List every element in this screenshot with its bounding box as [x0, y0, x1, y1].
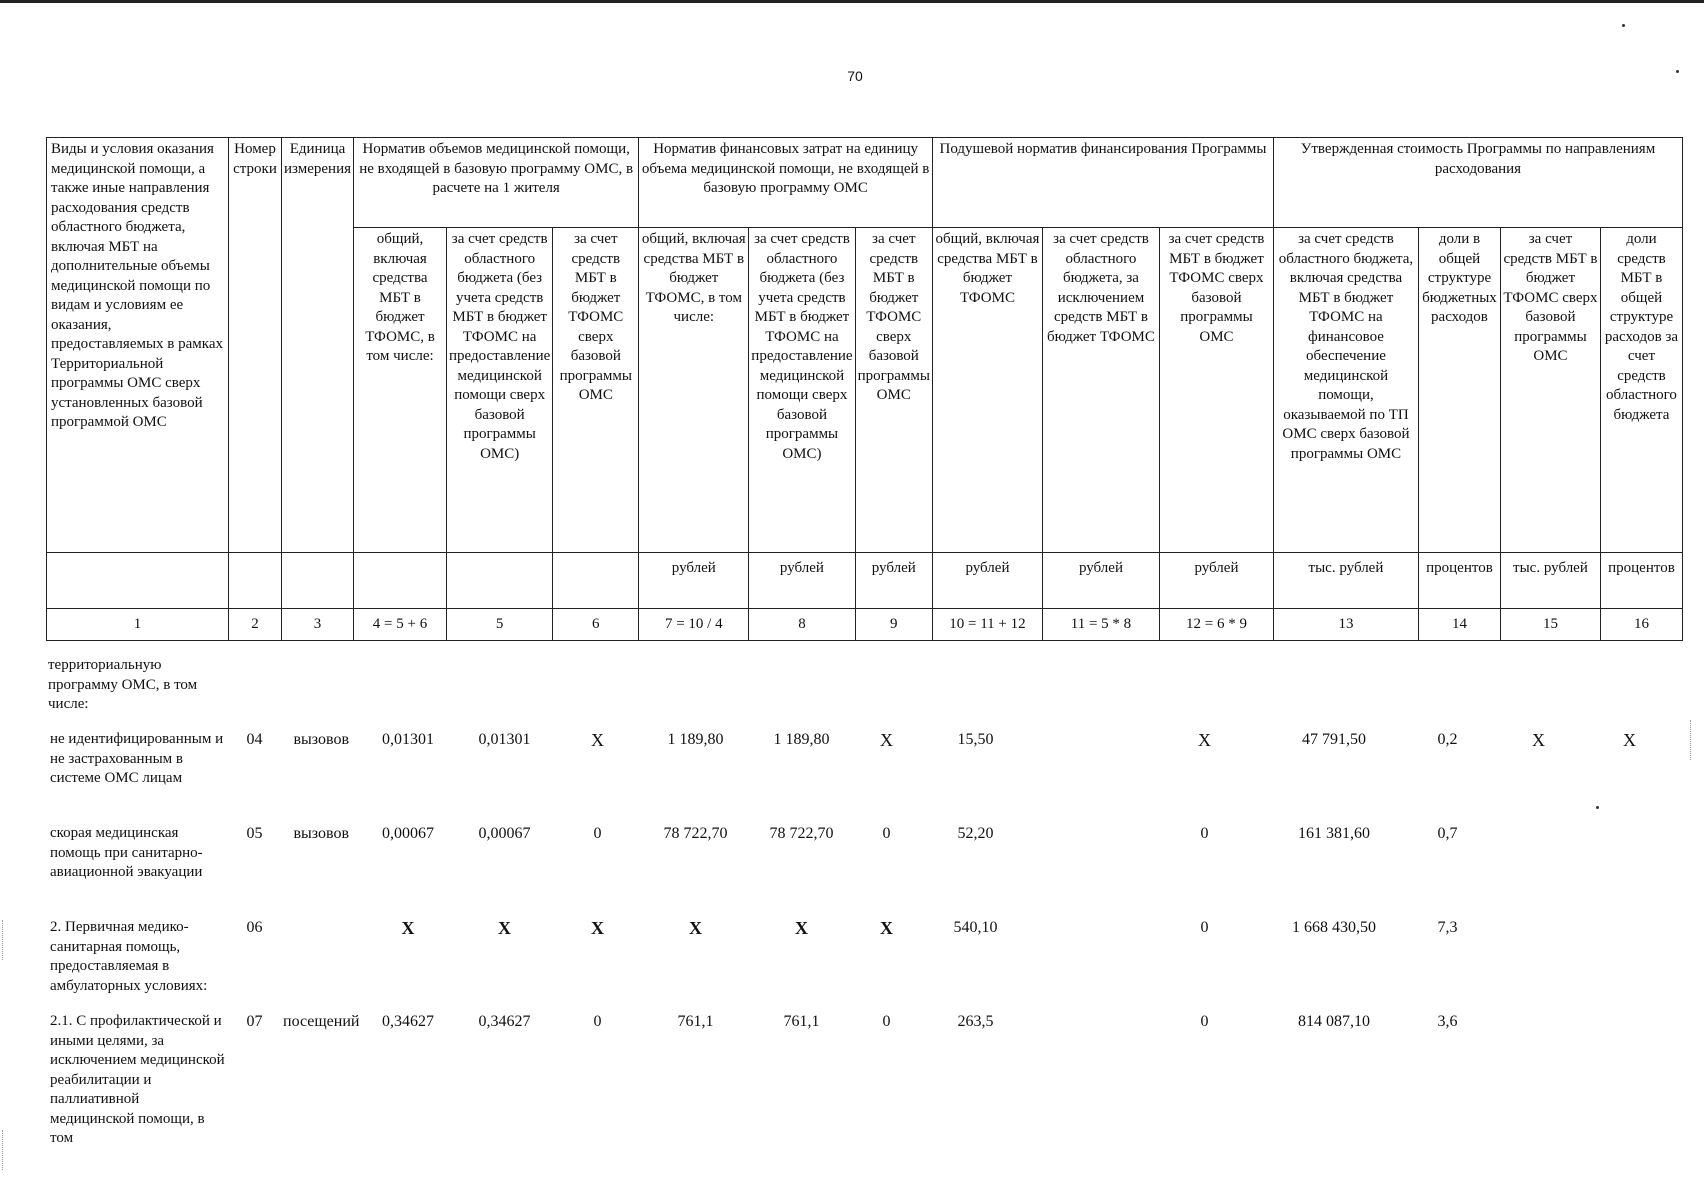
cell-c7: 78 722,70 — [663, 825, 728, 842]
row-label: скорая медицинская помощь при санитарно-авиационной эвакуации — [50, 825, 203, 880]
scan-speck — [2, 920, 9, 960]
cell-c8: 761,1 — [783, 1013, 820, 1030]
unit-cell: рублей — [1159, 553, 1273, 609]
header-table — [46, 137, 1683, 641]
row-line-number: 06 — [246, 919, 263, 936]
row-line-number: 04 — [246, 731, 263, 748]
cell-c4: Х — [401, 918, 415, 938]
header-sub-9: за счет средств МБТ в бюджет ТФОМС сверх базовой программы ОМС — [855, 228, 932, 553]
cell-c13: 47 791,50 — [1301, 731, 1366, 748]
row-unit — [281, 918, 361, 1012]
row-line-number: 05 — [246, 825, 263, 842]
cell-c10: 52,20 — [957, 825, 994, 842]
cell-c13: 814 087,10 — [1297, 1013, 1370, 1030]
column-number: 3 — [282, 609, 354, 641]
column-number: 6 — [553, 609, 639, 641]
scan-speck — [1690, 720, 1697, 760]
cell-c4: 0,00067 — [381, 825, 434, 842]
cell-c9: 0 — [882, 1013, 891, 1030]
cell-c12: 0 — [1200, 919, 1209, 936]
table-row — [46, 730, 1670, 824]
header-col-line-number: Номер строки — [229, 138, 282, 553]
header-sub-4: общий, включая средства МБТ в бюджет ТФОМС, в том числе: — [354, 228, 447, 553]
row-line-number: 07 — [246, 1013, 263, 1030]
scan-dot — [1622, 24, 1625, 27]
cell-c14: 3,6 — [1437, 1013, 1458, 1030]
unit-cell — [282, 553, 354, 609]
column-number: 14 — [1418, 609, 1500, 641]
cell-c15 — [1488, 824, 1588, 918]
row-label: 2.1. С профилактической и иными целями, за исключением медицинской реабилитации и паллиативной медицинской помощи, в том — [50, 1013, 225, 1146]
cell-c12: Х — [1197, 730, 1211, 750]
header-group-volume-norm: Норматив объемов медицинской помощи, не входящей в базовую программу ОМС, в расчете на 1 жителя — [354, 138, 639, 228]
unit-cell: рублей — [1042, 553, 1159, 609]
unit-cell — [47, 553, 229, 609]
unit-cell: рублей — [855, 553, 932, 609]
unit-cell: тыс. рублей — [1273, 553, 1418, 609]
cell-c9: Х — [879, 918, 893, 938]
header-sub-5: за счет средств областного бюджета (без учета средств МБТ в бюджет ТФОМС на предоставление медицинской помощи сверх базовой программы ОМС) — [447, 228, 553, 553]
header-sub-16: доли средств МБТ в общей структуре расходов за счет средств областного бюджета — [1600, 228, 1682, 553]
header-sub-13: за счет средств областного бюджета, включая средства МБТ в бюджет ТФОМС на финансовое обеспечение медицинской помощи, оказываемой по ТП ОМС сверх базовой программы ОМС — [1273, 228, 1418, 553]
top-border-line — [0, 0, 1704, 3]
header-group-per-capita-norm: Подушевой норматив финансирования Программы — [932, 138, 1273, 228]
cell-c5: 0,00067 — [478, 825, 531, 842]
row-label: не идентифицированным и не застрахованным в системе ОМС лицам — [50, 731, 224, 786]
header-group-cost-norm: Норматив финансовых затрат на единицу объема медицинской помощи, не входящей в базовую программу ОМС — [639, 138, 933, 228]
cell-c14: 0,7 — [1437, 825, 1458, 842]
header-sub-8: за счет средств областного бюджета (без учета средств МБТ в бюджет ТФОМС на предоставление медицинской помощи сверх базовой программы ОМС) — [749, 228, 855, 553]
page-number: 70 — [847, 68, 863, 84]
scan-dot — [1676, 70, 1679, 73]
column-number: 4 = 5 + 6 — [354, 609, 447, 641]
column-number: 15 — [1500, 609, 1600, 641]
cell-c14: 0,2 — [1437, 731, 1458, 748]
unit-cell — [553, 553, 639, 609]
cell-c6: Х — [590, 918, 604, 938]
cell-c13: 1 668 430,50 — [1291, 919, 1376, 936]
table-row — [46, 824, 1670, 918]
cell-c11 — [1030, 824, 1147, 918]
row-unit: посещений — [283, 1013, 360, 1030]
cell-c11 — [1030, 918, 1147, 1012]
cell-c14: 7,3 — [1437, 919, 1458, 936]
column-number: 5 — [447, 609, 553, 641]
cell-c5: 0,01301 — [478, 731, 531, 748]
column-number: 7 = 10 / 4 — [639, 609, 749, 641]
header-sub-7: общий, включая средства МБТ в бюджет ТФОМС, в том числе: — [639, 228, 749, 553]
unit-cell: тыс. рублей — [1500, 553, 1600, 609]
header-col-unit: Единица измерения — [282, 138, 354, 553]
column-number: 8 — [749, 609, 855, 641]
unit-cell: процентов — [1600, 553, 1682, 609]
unit-cell — [447, 553, 553, 609]
cell-c10: 15,50 — [957, 731, 994, 748]
column-number: 9 — [855, 609, 932, 641]
cell-c8: 1 189,80 — [773, 731, 830, 748]
column-number: 13 — [1273, 609, 1418, 641]
cell-c11 — [1030, 730, 1147, 824]
cell-c16: Х — [1622, 730, 1636, 750]
cell-c8: Х — [794, 918, 808, 938]
body-table — [46, 730, 1670, 1149]
unit-cell: рублей — [639, 553, 749, 609]
unit-cell — [229, 553, 282, 609]
unit-cell: рублей — [932, 553, 1042, 609]
row-unit: вызовов — [293, 731, 349, 748]
table-row — [46, 1012, 1670, 1149]
cell-c7: 1 189,80 — [667, 731, 724, 748]
header-sub-6: за счет средств МБТ в бюджет ТФОМС сверх базовой программы ОМС — [553, 228, 639, 553]
cell-c7: Х — [688, 918, 702, 938]
cell-c9: 0 — [882, 825, 891, 842]
cell-c4: 0,01301 — [381, 731, 434, 748]
cell-c16 — [1588, 824, 1670, 918]
header-sub-15: за счет средств МБТ в бюджет ТФОМС сверх базовой программы ОМС — [1500, 228, 1600, 553]
cell-c4: 0,34627 — [381, 1013, 434, 1030]
cell-c10: 540,10 — [953, 919, 998, 936]
cell-c15 — [1488, 918, 1588, 1012]
header-sub-11: за счет средств областного бюджета, за исключением средств МБТ в бюджет ТФОМС — [1042, 228, 1159, 553]
row-unit: вызовов — [293, 825, 349, 842]
cell-c5: Х — [497, 918, 511, 938]
unit-cell — [354, 553, 447, 609]
cell-c6: 0 — [593, 825, 602, 842]
cell-c15: Х — [1531, 730, 1545, 750]
header-sub-10: общий, включая средства МБТ в бюджет ТФОМС — [932, 228, 1042, 553]
column-number: 11 = 5 * 8 — [1042, 609, 1159, 641]
continuation-text: территориальную программу ОМС, в том числе: — [48, 657, 198, 712]
header-sub-14: доли в общей структуре бюджетных расходов — [1418, 228, 1500, 553]
cell-c16 — [1588, 1012, 1670, 1149]
column-number: 2 — [229, 609, 282, 641]
row-label: 2. Первичная медико-санитарная помощь, предоставляемая в амбулаторных условиях: — [50, 919, 208, 994]
cell-c13: 161 381,60 — [1297, 825, 1370, 842]
cell-c6: Х — [590, 730, 604, 750]
column-number: 12 = 6 * 9 — [1159, 609, 1273, 641]
cell-c12: 0 — [1200, 1013, 1209, 1030]
cell-c16 — [1588, 918, 1670, 1012]
unit-cell: рублей — [749, 553, 855, 609]
cell-c9: Х — [879, 730, 893, 750]
cell-c5: 0,34627 — [478, 1013, 531, 1030]
column-number: 1 — [47, 609, 229, 641]
column-number: 16 — [1600, 609, 1682, 641]
cell-c11 — [1030, 1012, 1147, 1149]
cell-c8: 78 722,70 — [769, 825, 834, 842]
cell-c10: 263,5 — [957, 1013, 994, 1030]
cell-c7: 761,1 — [677, 1013, 714, 1030]
unit-cell: процентов — [1418, 553, 1500, 609]
header-col-kind-of-care: Виды и условия оказания медицинской помощи, а также иные направления расходования средств областного бюджета, включая МБТ на дополнительные объемы медицинской помощи по видам и условиям ее оказания, предоставляемых в рамках Территориальной программы ОМС сверх установленных базовой программой ОМС — [47, 138, 229, 553]
cell-c12: 0 — [1200, 825, 1209, 842]
table-row — [46, 918, 1670, 1012]
header-group-approved-cost: Утвержденная стоимость Программы по направлениям расходования — [1273, 138, 1682, 228]
column-number: 10 = 11 + 12 — [932, 609, 1042, 641]
scan-speck — [2, 1130, 9, 1170]
cell-c15 — [1488, 1012, 1588, 1149]
header-sub-12: за счет средств МБТ в бюджет ТФОМС сверх базовой программы ОМС — [1159, 228, 1273, 553]
cell-c6: 0 — [593, 1013, 602, 1030]
